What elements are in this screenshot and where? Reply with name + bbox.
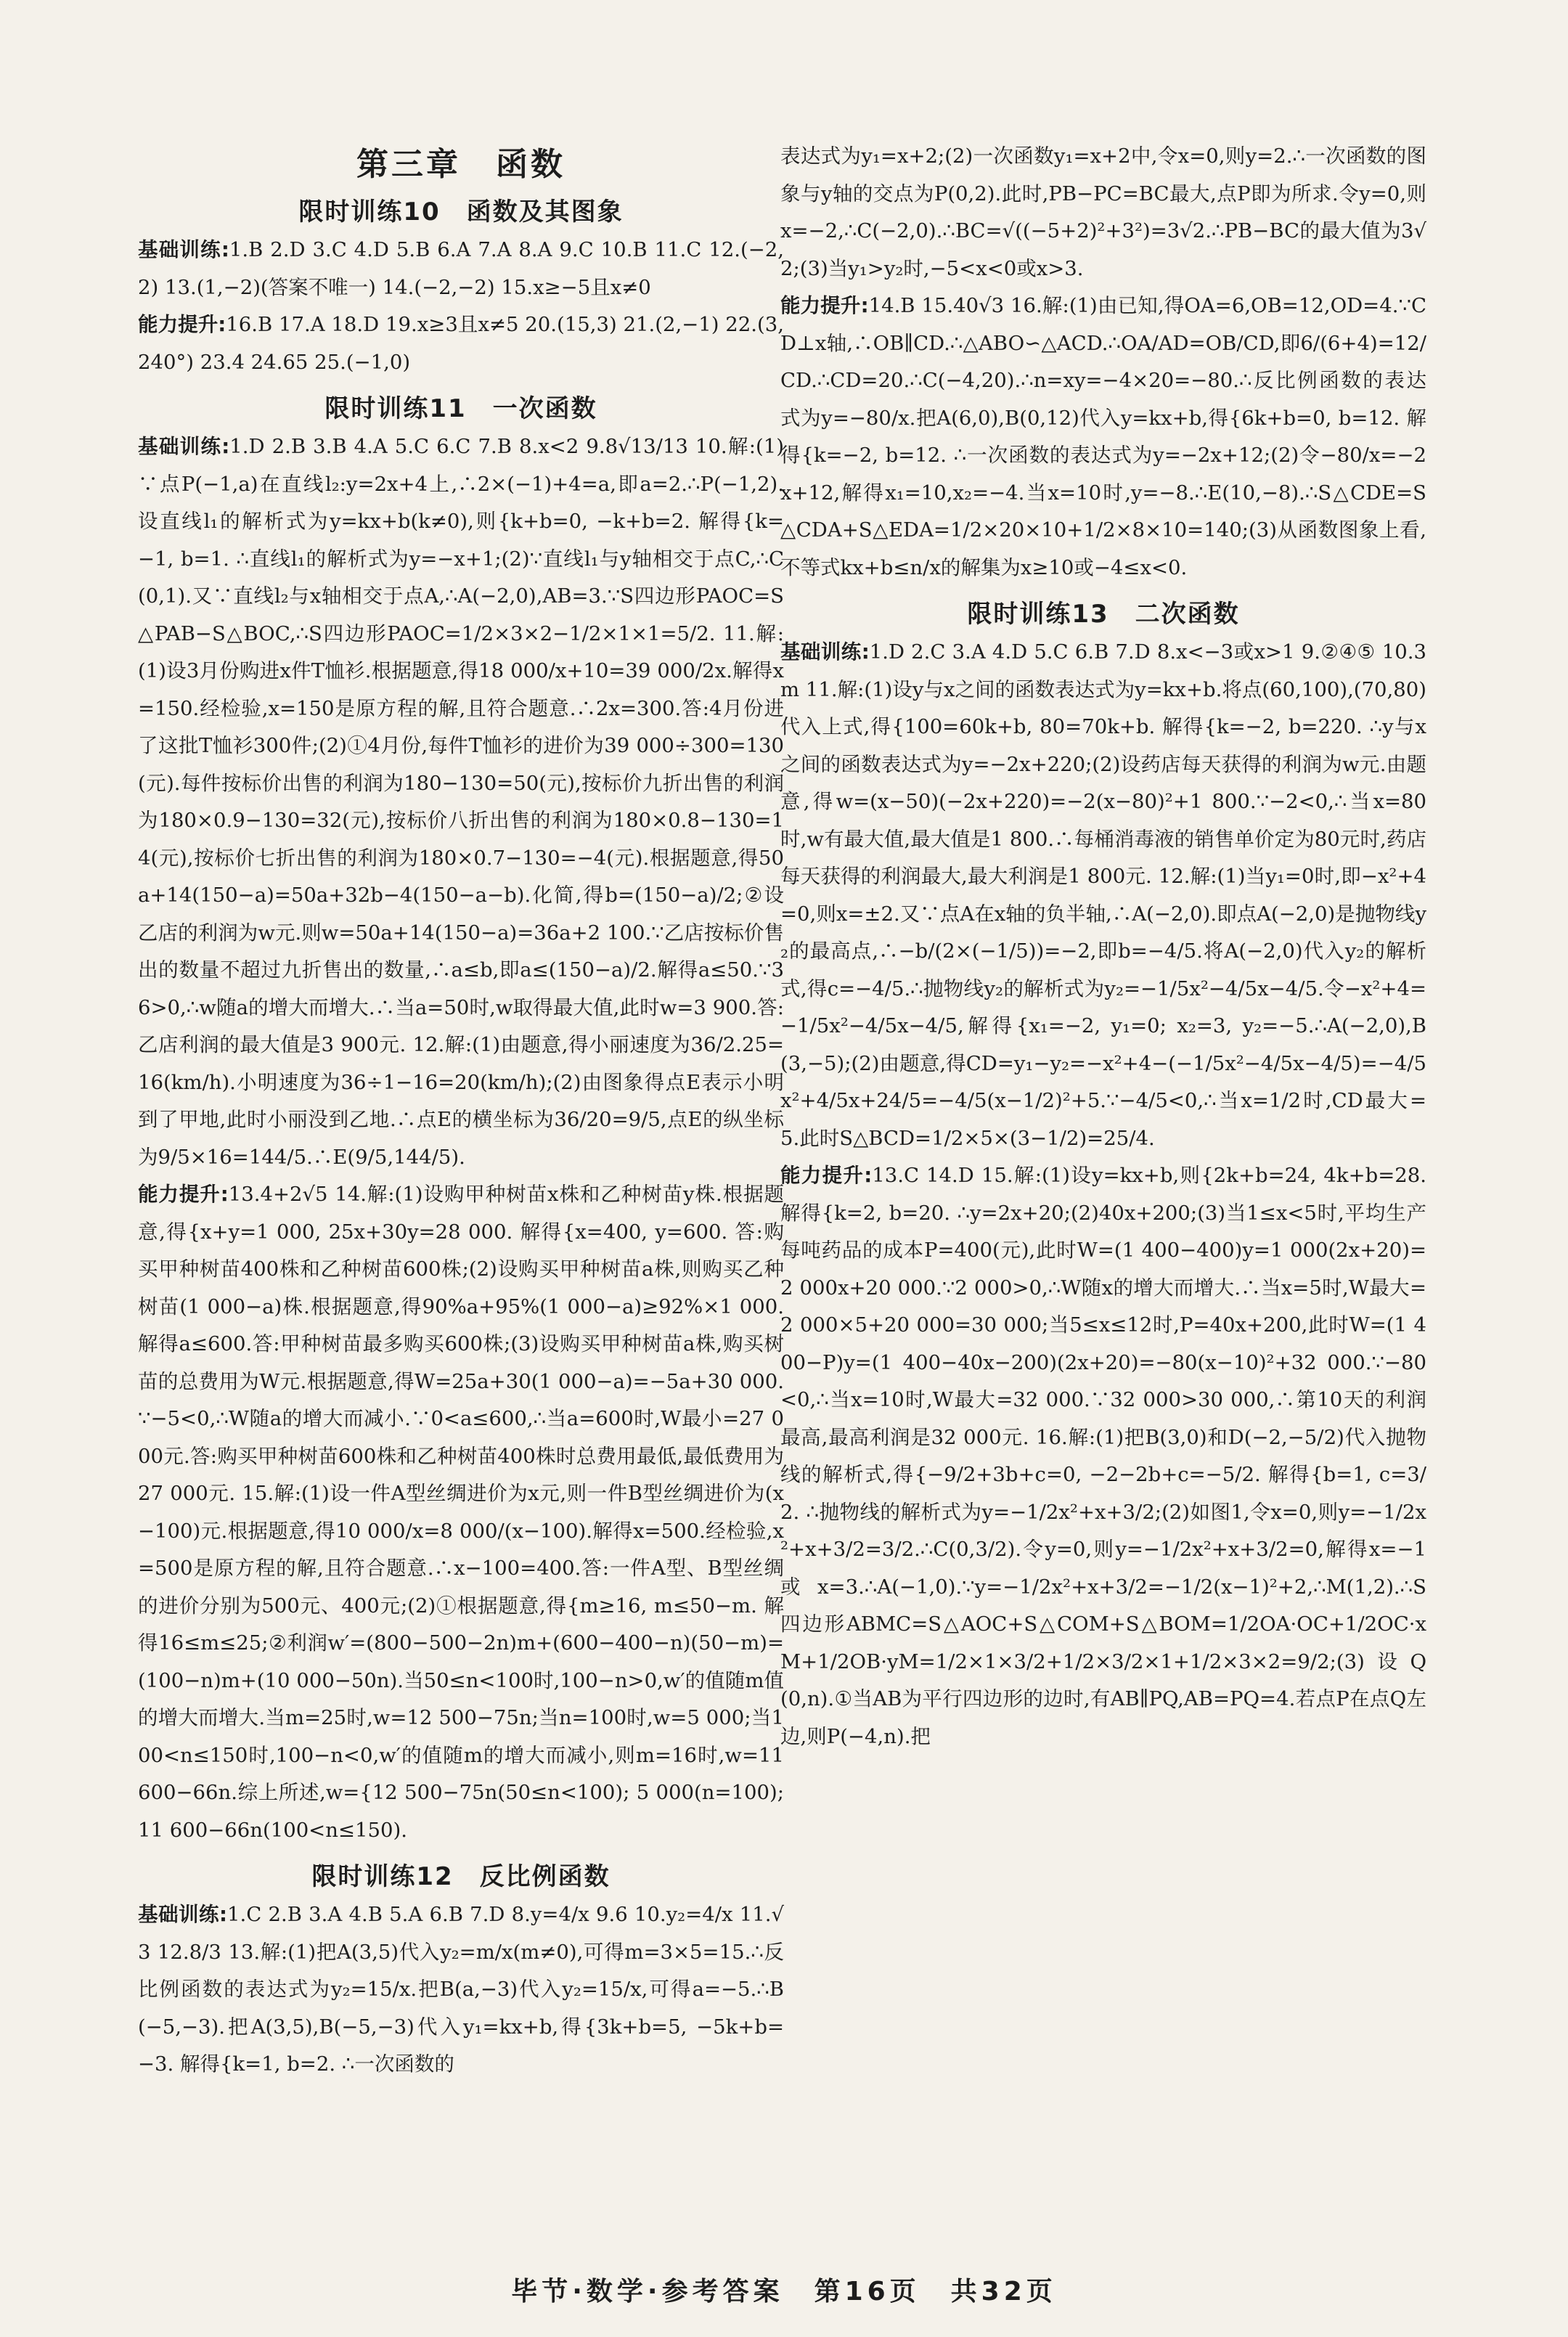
s12-advanced-text: 14.B 15.40√3 16.解:(1)由已知,得OA=6,OB=12,OD=4.∵CD⊥x轴,∴OB∥CD.∴△ABO∽△ACD.∴OA/AD=OB/CD,即6/(6+4)=12/CD.∴CD=20.∴C(−4,20).∴n=xy=−4×20=−80.∴反比例函数的表达式为y=−80/x.把A(6,0),B(0,12)代入y=kx+b,得{6k+b=0, b=12. 解得{k=−2, b=12. ∴一次函数的表达式为y=−2x+12;(2)令−80/x=−2x+12,解得x₁=10,x₂=−4.当x=10时,y=−8.∴E(10,−8).∴S△CDE=S△CDA+S△EDA=1/2×20×10+1/2×8×10=140;(3)从函数图象上看,不等式kx+b≤n/x的解集为x≥10或−4≤x<0. bbox=[780, 294, 1426, 579]
s11-basic bbox=[138, 428, 784, 1176]
s12-basic bbox=[138, 1896, 784, 2084]
s11-basic-text: 1.D 2.B 3.B 4.A 5.C 6.C 7.B 8.x<2 9.8√13/13 10.解:(1)∵点P(−1,a)在直线l₂:y=2x+4上,∴2×(−1)+4=a,即a=2.∴P(−1,2).设直线l₁的解析式为y=kx+b(k≠0),则{k+b=0, −k+b=2. 解得{k=−1, b=1. ∴直线l₁的解析式为y=−x+1;(2)∵直线l₁与y轴相交于点C,∴C(0,1).又∵直线l₂与x轴相交于点A,∴A(−2,0),AB=3.∵S四边形PAOC=S△PAB−S△BOC,∴S四边形PAOC=1/2×3×2−1/2×1×1=5/2. 11.解:(1)设3月份购进x件T恤衫.根据题意,得18 000/x+10=39 000/2x.解得x=150.经检验,x=150是原方程的解,且符合题意.∴2x=300.答:4月份进了这批T恤衫300件;(2)①4月份,每件T恤衫的进价为39 000÷300=130(元).每件按标价出售的利润为180−130=50(元),按标价九折出售的利润为180×0.9−130=32(元),按标价八折出售的利润为180×0.8−130=14(元),按标价七折出售的利润为180×0.7−130=−4(元).根据题意,得50a+14(150−a)=50a+32b−4(150−a−b).化简,得b=(150−a)/2;②设乙店的利润为w元.则w=50a+14(150−a)=36a+2 100.∵乙店按标价售出的数量不超过九折售出的数量,∴a≤b,即a≤(150−a)/2.解得a≤50.∵36>0,∴w随a的增大而增大.∴当a=50时,w取得最大值,此时w=3 900.答:乙店利润的最大值是3 900元. 12.解:(1)由题意,得小丽速度为36/2.25=16(km/h).小明速度为36÷1−16=20(km/h);(2)由图象得点E表示小明到了甲地,此时小丽没到乙地.∴点E的横坐标为36/20=9/5,点E的纵坐标为9/5×16=144/5.∴E(9/5,144/5). bbox=[138, 435, 784, 1169]
basic-label: 基础训练: bbox=[780, 640, 870, 664]
left-column bbox=[138, 138, 784, 2084]
s13-basic bbox=[780, 634, 1426, 1157]
s11-advanced bbox=[138, 1176, 784, 1849]
s12-continued: 表达式为y₁=x+2;(2)一次函数y₁=x+2中,令x=0,则y=2.∴一次函数的图象与y轴的交点为P(0,2).此时,PB−PC=BC最大,点P即为所求.令y=0,则x=−2,∴C(−2,0).∴BC=√((−5+2)²+3²)=3√2.∴PB−BC的最大值为3√2;(3)当y₁>y₂时,−5<x<0或x>3. bbox=[780, 144, 1426, 280]
right-column bbox=[780, 138, 1426, 1755]
basic-label: 基础训练: bbox=[138, 1903, 227, 1926]
s10-advanced bbox=[138, 306, 784, 381]
s13-advanced bbox=[780, 1157, 1426, 1755]
basic-label: 基础训练: bbox=[138, 435, 230, 458]
advanced-label: 能力提升: bbox=[780, 1164, 873, 1187]
chapter-title: 第三章 函数 bbox=[356, 146, 565, 183]
section-title-12: 限时训练12 反比例函数 bbox=[311, 1862, 611, 1891]
s10-basic bbox=[138, 232, 784, 306]
page-footer: 毕节·数学·参考答案 第16页 共32页 bbox=[511, 2277, 1057, 2307]
section-title-13: 限时训练13 二次函数 bbox=[967, 600, 1240, 629]
section-title-10: 限时训练10 函数及其图象 bbox=[298, 197, 624, 227]
advanced-label: 能力提升: bbox=[780, 294, 869, 317]
basic-label: 基础训练: bbox=[138, 238, 229, 261]
s12-advanced bbox=[780, 287, 1426, 587]
s10-advanced-text: 16.B 17.A 18.D 19.x≥3且x≠5 20.(15,3) 21.(2,−1) 22.(3,240°) 23.4 24.65 25.(−1,0) bbox=[138, 313, 785, 374]
section-title-11: 限时训练11 一次函数 bbox=[324, 394, 597, 423]
s10-basic-text: 1.B 2.D 3.C 4.D 5.B 6.A 7.A 8.A 9.C 10.B 11.C 12.(−2,2) 13.(1,−2)(答案不唯一) 14.(−2,−2) 15.x≥−5且x≠0 bbox=[138, 238, 785, 299]
s11-advanced-text: 13.4+2√5 14.解:(1)设购甲种树苗x株和乙种树苗y株.根据题意,得{x+y=1 000, 25x+30y=28 000. 解得{x=400, y=600. 答:购买甲种树苗400株和乙种树苗600株;(2)设购买甲种树苗a株,则购买乙种树苗(1 000−a)株.根据题意,得90%a+95%(1 000−a)≥92%×1 000.解得a≤600.答:甲种树苗最多购买600株;(3)设购买甲种树苗a株,购买树苗的总费用为W元.根据题意,得W=25a+30(1 000−a)=−5a+30 000.∵−5<0,∴W随a的增大而减小.∵0<a≤600,∴当a=600时,W最小=27 000元.答:购买甲种树苗600株和乙种树苗400株时总费用最低,最低费用为27 000元. 15.解:(1)设一件A型丝绸进价为x元,则一件B型丝绸进价为(x−100)元.根据题意,得10 000/x=8 000/(x−100).解得x=500.经检验,x=500是原方程的解,且符合题意.∴x−100=400.答:一件A型、B型丝绸的进价分别为500元、400元;(2)①根据题意,得{m≥16, m≤50−m. 解得16≤m≤25;②利润w′=(800−500−2n)m+(600−400−n)(50−m)=(100−n)m+(10 000−50n).当50≤n<100时,100−n>0,w′的值随m值的增大而增大.当m=25时,w=12 500−75n;当n=100时,w=5 000;当100<n≤150时,100−n<0,w′的值随m的增大而减小,则m=16时,w=11 600−66n.综上所述,w={12 500−75n(50≤n<100); 5 000(n=100); 11 600−66n(100<n≤150). bbox=[138, 1183, 784, 1842]
advanced-label: 能力提升: bbox=[138, 313, 226, 336]
s13-basic-text: 1.D 2.C 3.A 4.D 5.C 6.B 7.D 8.x<−3或x>1 9.②④⑤ 10.3 m 11.解:(1)设y与x之间的函数表达式为y=kx+b.将点(60,100),(70,80)代入上式,得{100=60k+b, 80=70k+b. 解得{k=−2, b=220. ∴y与x之间的函数表达式为y=−2x+220;(2)设药店每天获得的利润为w元.由题意,得w=(x−50)(−2x+220)=−2(x−80)²+1 800.∵−2<0,∴当x=80时,w有最大值,最大值是1 800.∴每桶消毒液的销售单价定为80元时,药店每天获得的利润最大,最大利润是1 800元. 12.解:(1)当y₁=0时,即−x²+4=0,则x=±2.又∵点A在x轴的负半轴,∴A(−2,0).即点A(−2,0)是抛物线y₂的最高点,∴−b/(2×(−1/5))=−2,即b=−4/5.将A(−2,0)代入y₂的解析式,得c=−4/5.∴抛物线y₂的解析式为y₂=−1/5x²−4/5x−4/5.令−x²+4=−1/5x²−4/5x−4/5,解得{x₁=−2, y₁=0; x₂=3, y₂=−5.∴A(−2,0),B(3,−5);(2)由题意,得CD=y₁−y₂=−x²+4−(−1/5x²−4/5x−4/5)=−4/5x²+4/5x+24/5=−4/5(x−1/2)²+5.∵−4/5<0,∴当x=1/2时,CD最大=5.此时S△BCD=1/2×5×(3−1/2)=25/4. bbox=[780, 640, 1427, 1150]
advanced-label: 能力提升: bbox=[138, 1183, 229, 1206]
s13-advanced-text: 13.C 14.D 15.解:(1)设y=kx+b,则{2k+b=24, 4k+b=28. 解得{k=2, b=20. ∴y=2x+20;(2)40x+200;(3)当1≤x<5时,平均生产每吨药品的成本P=400(元),此时W=(1 400−400)y=1 000(2x+20)=2 000x+20 000.∵2 000>0,∴W随x的增大而增大.∴当x=5时,W最大=2 000×5+20 000=30 000;当5≤x≤12时,P=40x+200,此时W=(1 400−P)y=(1 400−40x−200)(2x+20)=−80(x−10)²+32 000.∵−80<0,∴当x=10时,W最大=32 000.∵32 000>30 000,∴第10天的利润最高,最高利润是32 000元. 16.解:(1)把B(3,0)和D(−2,−5/2)代入抛物线的解析式,得{−9/2+3b+c=0, −2−2b+c=−5/2. 解得{b=1, c=3/2. ∴抛物线的解析式为y=−1/2x²+x+3/2;(2)如图1,令x=0,则y=−1/2x²+x+3/2=3/2.∴C(0,3/2).令y=0,则y=−1/2x²+x+3/2=0,解得x=−1或x=3.∴A(−1,0).∵y=−1/2x²+x+3/2=−1/2(x−1)²+2,∴M(1,2).∴S四边形ABMC=S△AOC+S△COM+S△BOM=1/2OA·OC+1/2OC·xM+1/2OB·yM=1/2×1×3/2+1/2×3/2×1+1/2×3×2=9/2;(3)设Q(0,n).①当AB为平行四边形的边时,有AB∥PQ,AB=PQ=4.若点P在点Q左边,则P(−4,n).把 bbox=[780, 1164, 1426, 1748]
s12-basic-text: 1.C 2.B 3.A 4.B 5.A 6.B 7.D 8.y=4/x 9.6 10.y₂=4/x 11.√3 12.8/3 13.解:(1)把A(3,5)代入y₂=m/x(m≠0),可得m=3×5=15.∴反比例函数的表达式为y₂=15/x.把B(a,−3)代入y₂=15/x,可得a=−5.∴B(−5,−3).把A(3,5),B(−5,−3)代入y₁=kx+b,得{3k+b=5, −5k+b=−3. 解得{k=1, b=2. ∴一次函数的 bbox=[138, 1903, 785, 2076]
